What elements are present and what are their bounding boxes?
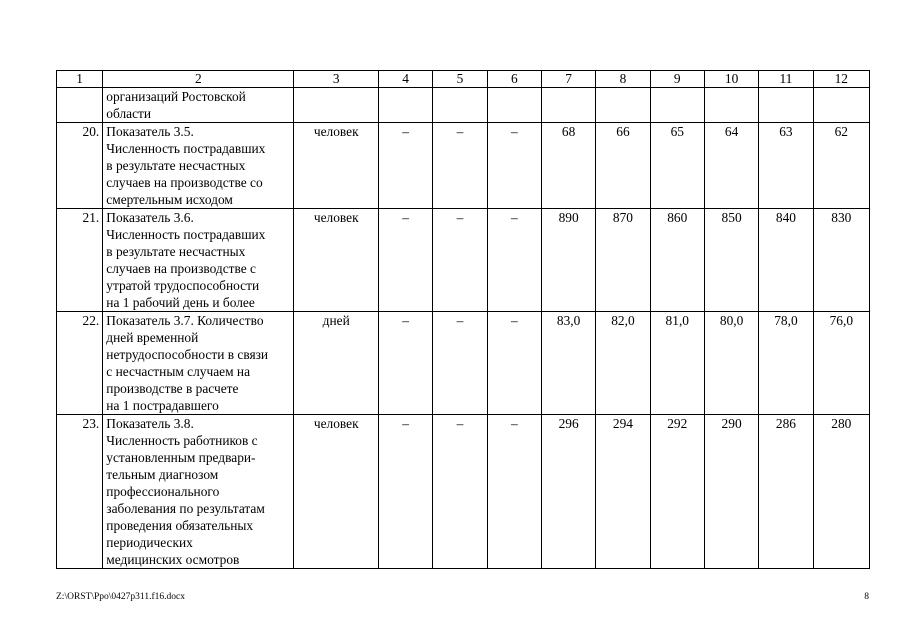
- row-number-cell: [57, 88, 103, 123]
- indicator-name-cell: [103, 123, 294, 209]
- header-cell: 10: [704, 71, 758, 88]
- name-line: профессионального: [106, 484, 220, 499]
- value-cell-4: –: [378, 209, 432, 312]
- page-number: 8: [864, 592, 869, 602]
- name-line: в результате несчастных: [106, 158, 246, 173]
- unit-cell: человек: [294, 123, 379, 209]
- value-cell-12: 76,0: [813, 312, 869, 415]
- name-line: дней временной: [106, 330, 199, 345]
- value-cell-8: 294: [596, 415, 650, 569]
- name-line: нетрудоспособности в связи: [106, 347, 269, 362]
- value-cell-10: 290: [704, 415, 758, 569]
- row-number-cell: 23.: [57, 415, 103, 569]
- header-cell: 11: [759, 71, 813, 88]
- value-cell-7: 890: [541, 209, 595, 312]
- value-cell-6: –: [487, 312, 541, 415]
- header-cell: 7: [541, 71, 595, 88]
- value-cell: [487, 88, 541, 123]
- table-row: [57, 123, 870, 209]
- name-line: организаций Ростовской: [106, 89, 246, 104]
- name-line: производстве в расчете: [106, 381, 239, 396]
- value-cell: [759, 88, 813, 123]
- name-line: в результате несчастных: [106, 244, 246, 259]
- name-line: тельным диагнозом: [106, 467, 219, 482]
- value-cell-8: 870: [596, 209, 650, 312]
- header-cell: 4: [378, 71, 432, 88]
- value-cell-9: 81,0: [650, 312, 704, 415]
- value-cell-5: –: [433, 415, 487, 569]
- name-line: Показатель 3.8.: [106, 416, 194, 431]
- table-row: [57, 415, 870, 569]
- value-cell-11: 286: [759, 415, 813, 569]
- table-row: [57, 209, 870, 312]
- value-cell-10: 64: [704, 123, 758, 209]
- unit-cell: человек: [294, 415, 379, 569]
- name-line: периодических: [106, 535, 193, 550]
- value-cell: [813, 88, 869, 123]
- name-line: заболевания по результатам: [106, 501, 265, 516]
- value-cell-4: –: [378, 123, 432, 209]
- value-cell-9: 860: [650, 209, 704, 312]
- value-cell-6: –: [487, 415, 541, 569]
- value-cell-4: –: [378, 415, 432, 569]
- name-line: Показатель 3.6.: [106, 210, 194, 225]
- header-cell: 2: [103, 71, 294, 88]
- header-cell: 1: [57, 71, 103, 88]
- value-cell: [704, 88, 758, 123]
- name-line: на 1 пострадавшего: [106, 398, 219, 413]
- header-cell: 8: [596, 71, 650, 88]
- row-number-cell: 21.: [57, 209, 103, 312]
- name-line: области: [106, 106, 152, 121]
- name-line: с несчастным случаем на: [106, 364, 251, 379]
- value-cell-6: –: [487, 209, 541, 312]
- name-line: на 1 рабочий день и более: [106, 295, 255, 310]
- header-cell: 12: [813, 71, 869, 88]
- value-cell: [541, 88, 595, 123]
- name-line: утратой трудоспособности: [106, 278, 260, 293]
- value-cell-11: 840: [759, 209, 813, 312]
- header-cell: 3: [294, 71, 379, 88]
- name-line: Численность работников с: [106, 433, 258, 448]
- indicator-name-cell: [103, 88, 294, 123]
- value-cell-5: –: [433, 123, 487, 209]
- value-cell-12: 280: [813, 415, 869, 569]
- name-line: смертельным исходом: [106, 192, 233, 207]
- value-cell-4: –: [378, 312, 432, 415]
- name-line: медицинских осмотров: [106, 552, 240, 567]
- name-line: случаев на производстве со: [106, 175, 263, 190]
- value-cell-12: 830: [813, 209, 869, 312]
- value-cell-8: 66: [596, 123, 650, 209]
- value-cell-9: 292: [650, 415, 704, 569]
- indicator-name-cell: [103, 209, 294, 312]
- unit-cell: [294, 88, 379, 123]
- value-cell-8: 82,0: [596, 312, 650, 415]
- value-cell-7: 68: [541, 123, 595, 209]
- indicators-table: [56, 70, 870, 569]
- header-cell: 9: [650, 71, 704, 88]
- value-cell-10: 850: [704, 209, 758, 312]
- indicator-name-cell: [103, 312, 294, 415]
- value-cell: [650, 88, 704, 123]
- value-cell-9: 65: [650, 123, 704, 209]
- name-line: Показатель 3.7. Количество: [106, 313, 264, 328]
- header-cell: 5: [433, 71, 487, 88]
- name-line: случаев на производстве с: [106, 261, 256, 276]
- row-number-cell: 20.: [57, 123, 103, 209]
- value-cell-5: –: [433, 312, 487, 415]
- name-line: Показатель 3.5.: [106, 124, 194, 139]
- value-cell-10: 80,0: [704, 312, 758, 415]
- value-cell: [433, 88, 487, 123]
- unit-cell: дней: [294, 312, 379, 415]
- name-line: установленным предвари-: [106, 450, 256, 465]
- value-cell-5: –: [433, 209, 487, 312]
- header-cell: 6: [487, 71, 541, 88]
- name-line: проведения обязательных: [106, 518, 254, 533]
- header-row: [57, 71, 870, 88]
- value-cell-11: 63: [759, 123, 813, 209]
- value-cell: [596, 88, 650, 123]
- value-cell-12: 62: [813, 123, 869, 209]
- value-cell-7: 296: [541, 415, 595, 569]
- table-row-continuation: [57, 88, 870, 123]
- value-cell: [378, 88, 432, 123]
- row-number-cell: 22.: [57, 312, 103, 415]
- table-row: [57, 312, 870, 415]
- value-cell-6: –: [487, 123, 541, 209]
- value-cell-11: 78,0: [759, 312, 813, 415]
- name-line: Численность пострадавших: [106, 141, 266, 156]
- name-line: Численность пострадавших: [106, 227, 266, 242]
- footer-file-path: Z:\ORST\Ppo\0427p311.f16.docx: [56, 592, 185, 602]
- indicator-name-cell: [103, 415, 294, 569]
- unit-cell: человек: [294, 209, 379, 312]
- value-cell-7: 83,0: [541, 312, 595, 415]
